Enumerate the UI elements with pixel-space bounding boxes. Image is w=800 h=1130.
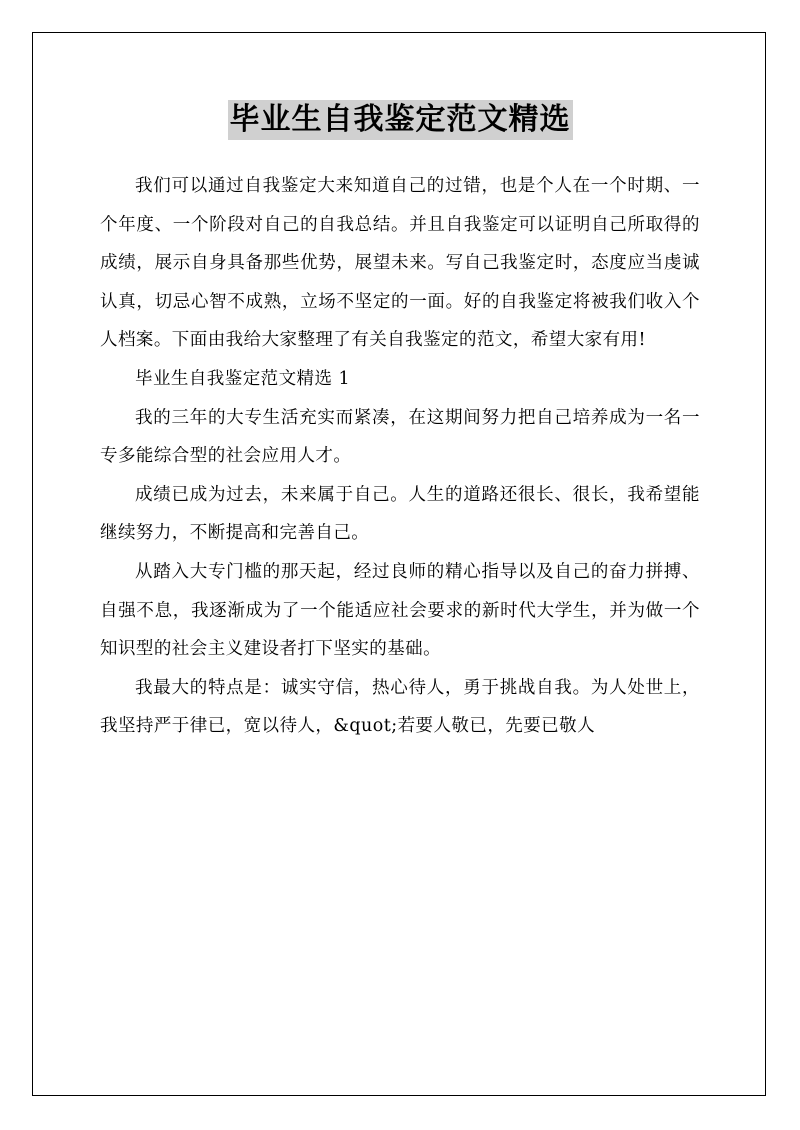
title-container — [0, 100, 800, 140]
body-paragraph: 成绩已成为过去，未来属于自己。人生的道路还很长、很长，我希望能继续努力，不断提高和完善自己。 — [100, 484, 700, 544]
body-paragraph: 我最大的特点是：诚实守信，热心待人，勇于挑战自我。为人处世上，我坚持严于律已，宽以待人，&quot;若要人敬已，先要已敬人 — [100, 677, 700, 737]
body-paragraph: 我的三年的大专生活充实而紧凑，在这期间努力把自己培养成为一名一专多能综合型的社会应用人才。 — [100, 407, 700, 467]
intro-paragraph: 我们可以通过自我鉴定大来知道自己的过错，也是个人在一个时期、一个年度、一个阶段对自己的自我总结。并且自我鉴定可以证明自己所取得的成绩，展示自身具备那些优势，展望未来。写自己我鉴定时，态度应当虔诚认真，切忌心智不成熟，立场不坚定的一面。好的自我鉴定将被我们收入个人档案。下面由我给大家整理了有关自我鉴定的范文，希望大家有用! — [100, 176, 700, 351]
body-paragraph: 从踏入大专门槛的那天起，经过良师的精心指导以及自己的奋力拼搏、自强不息，我逐渐成为了一个能适应社会要求的新时代大学生，并为做一个知识型的社会主义建设者打下坚实的基础。 — [100, 561, 700, 660]
document-title: 毕业生自我鉴定范文精选 — [228, 100, 573, 140]
section-heading: 毕业生自我鉴定范文精选 1 — [135, 368, 351, 389]
document-body — [100, 167, 700, 746]
